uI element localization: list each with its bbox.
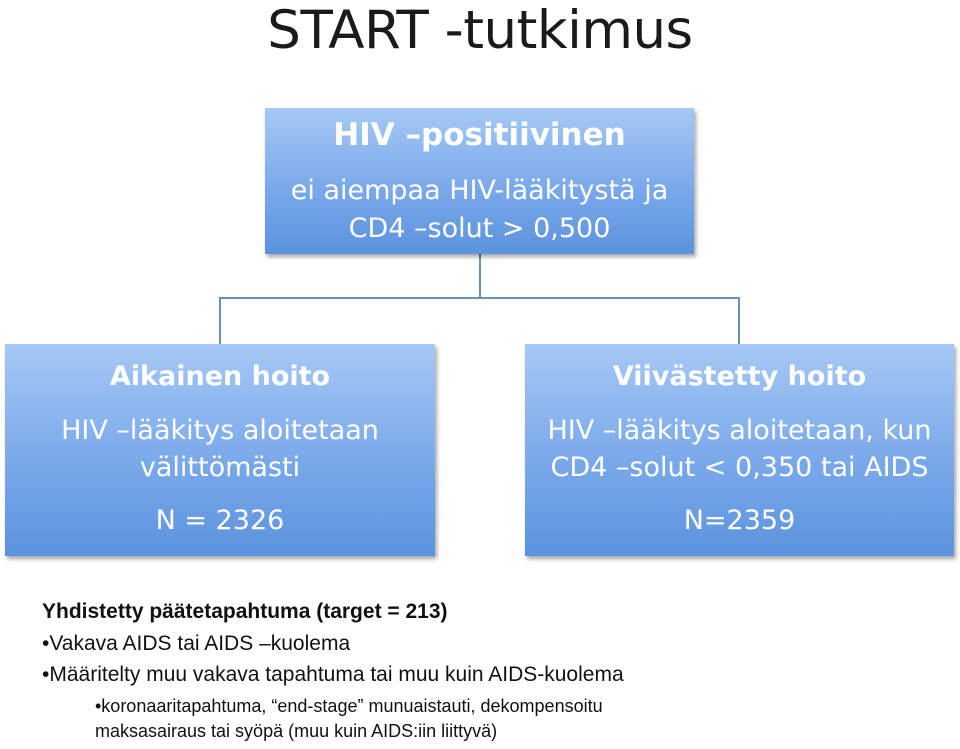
early-treatment-heading: Aikainen hoito [109, 361, 331, 392]
deferred-treatment-box [525, 344, 954, 556]
endpoint-subitem-line2: maksasairaus tai syöpä (muu kuin AIDS:iin liittyvä) [95, 721, 498, 741]
early-treatment-count: N = 2326 [155, 505, 285, 536]
endpoint-item-aids: •Vakava AIDS tai AIDS –kuolema [42, 632, 351, 655]
early-treatment-line1: HIV –lääkitys aloitetaan [61, 415, 379, 446]
hiv-positive-box [265, 108, 694, 254]
endpoint-subitem-line1: •koronaaritapahtuma, “end-stage” munuaistauti, dekompensoitu [95, 696, 603, 716]
connector-vertical-top [479, 254, 481, 298]
connector-left-drop [219, 297, 221, 344]
connector-right-drop [738, 297, 740, 344]
connector-horizontal [219, 297, 740, 299]
deferred-treatment-line2: CD4 –solut < 0,350 tai AIDS [550, 452, 929, 483]
hiv-positive-heading: HIV –positiivinen [333, 117, 626, 153]
endpoint-item-other: •Määritelty muu vakava tapahtuma tai muu kuin AIDS-kuolema [42, 663, 624, 686]
early-treatment-line2: välittömästi [139, 452, 301, 483]
endpoint-heading: Yhdistetty päätetapahtuma (target = 213) [42, 600, 448, 623]
hiv-positive-line1: ei aiempaa HIV-lääkitystä ja [290, 175, 669, 206]
deferred-treatment-line1: HIV –lääkitys aloitetaan, kun [547, 415, 932, 446]
hiv-positive-line2: CD4 –solut > 0,500 [348, 213, 611, 244]
deferred-treatment-count: N=2359 [683, 505, 796, 536]
page-title: START -tutkimus [267, 0, 693, 61]
early-treatment-box [5, 344, 435, 556]
deferred-treatment-heading: Viivästetty hoito [612, 361, 867, 392]
